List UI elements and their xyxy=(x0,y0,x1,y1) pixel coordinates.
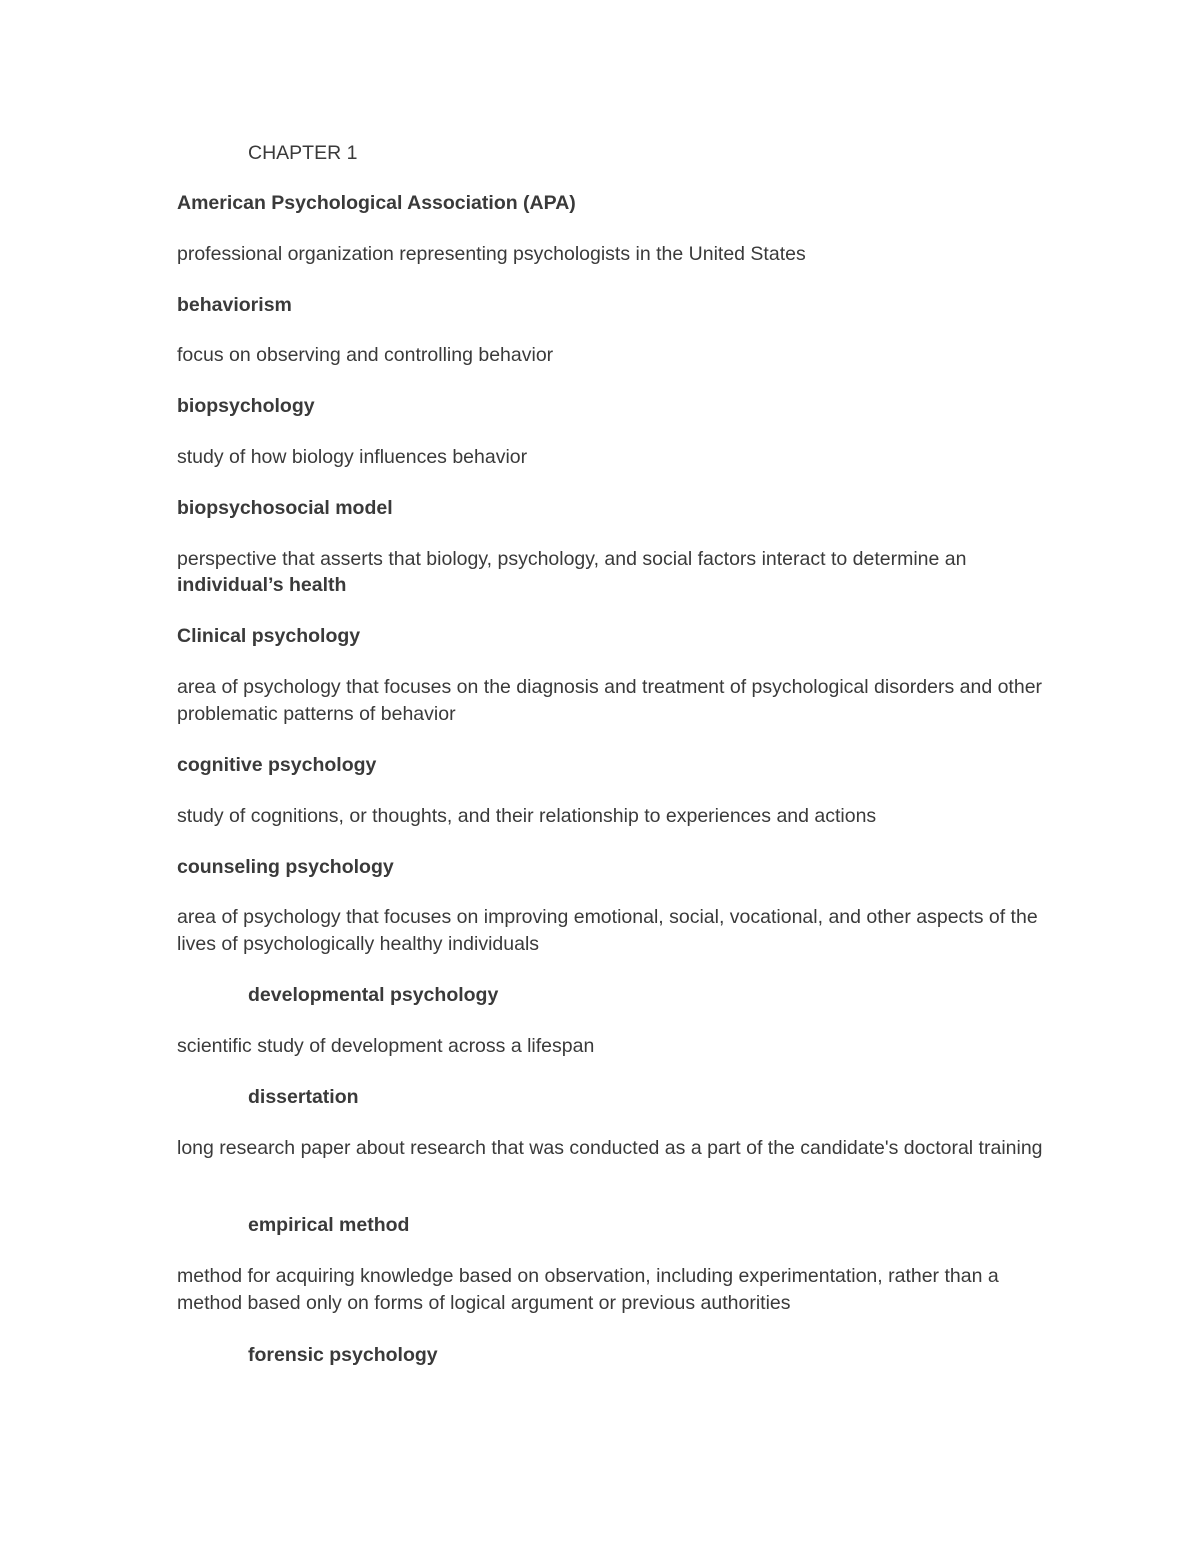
definition-behaviorism: focus on observing and controlling behavior xyxy=(177,344,554,366)
definition-biopsychosocial-model: perspective that asserts that biology, psychology, and social factors interact to determine an xyxy=(177,548,967,570)
definition-biopsychosocial-model-bold: individual’s health xyxy=(177,574,347,596)
definition-apa: professional organization representing psychologists in the United States xyxy=(177,243,806,265)
term-biopsychology: biopsychology xyxy=(177,395,315,417)
term-counseling-psychology: counseling psychology xyxy=(177,856,394,878)
term-empirical-method: empirical method xyxy=(248,1214,410,1236)
definition-developmental-psychology: scientific study of development across a lifespan xyxy=(177,1035,595,1057)
term-developmental-psychology: developmental psychology xyxy=(248,984,499,1006)
term-behaviorism: behaviorism xyxy=(177,294,292,316)
definition-dissertation: long research paper about research that was conducted as a part of the candidate's doctoral training xyxy=(177,1137,1043,1159)
definition-counseling-psychology: area of psychology that focuses on improving emotional, social, vocational, and other aspects of the lives of psychologically healthy individuals xyxy=(177,906,1038,955)
term-biopsychosocial-model: biopsychosocial model xyxy=(177,497,393,519)
term-forensic-psychology: forensic psychology xyxy=(248,1344,438,1366)
chapter-heading: CHAPTER 1 xyxy=(248,142,358,164)
term-apa: American Psychological Association (APA) xyxy=(177,192,576,214)
term-dissertation: dissertation xyxy=(248,1086,359,1108)
definition-empirical-method: method for acquiring knowledge based on observation, including experimentation, rather than a method based only on forms of logical argument or previous authorities xyxy=(177,1265,999,1314)
definition-cognitive-psychology: study of cognitions, or thoughts, and their relationship to experiences and actions xyxy=(177,805,877,827)
term-cognitive-psychology: cognitive psychology xyxy=(177,754,377,776)
definition-biopsychology: study of how biology influences behavior xyxy=(177,446,528,468)
definition-clinical-psychology: area of psychology that focuses on the diagnosis and treatment of psychological disorders and other problematic patterns of behavior xyxy=(177,676,1043,725)
term-clinical-psychology: Clinical psychology xyxy=(177,625,361,647)
